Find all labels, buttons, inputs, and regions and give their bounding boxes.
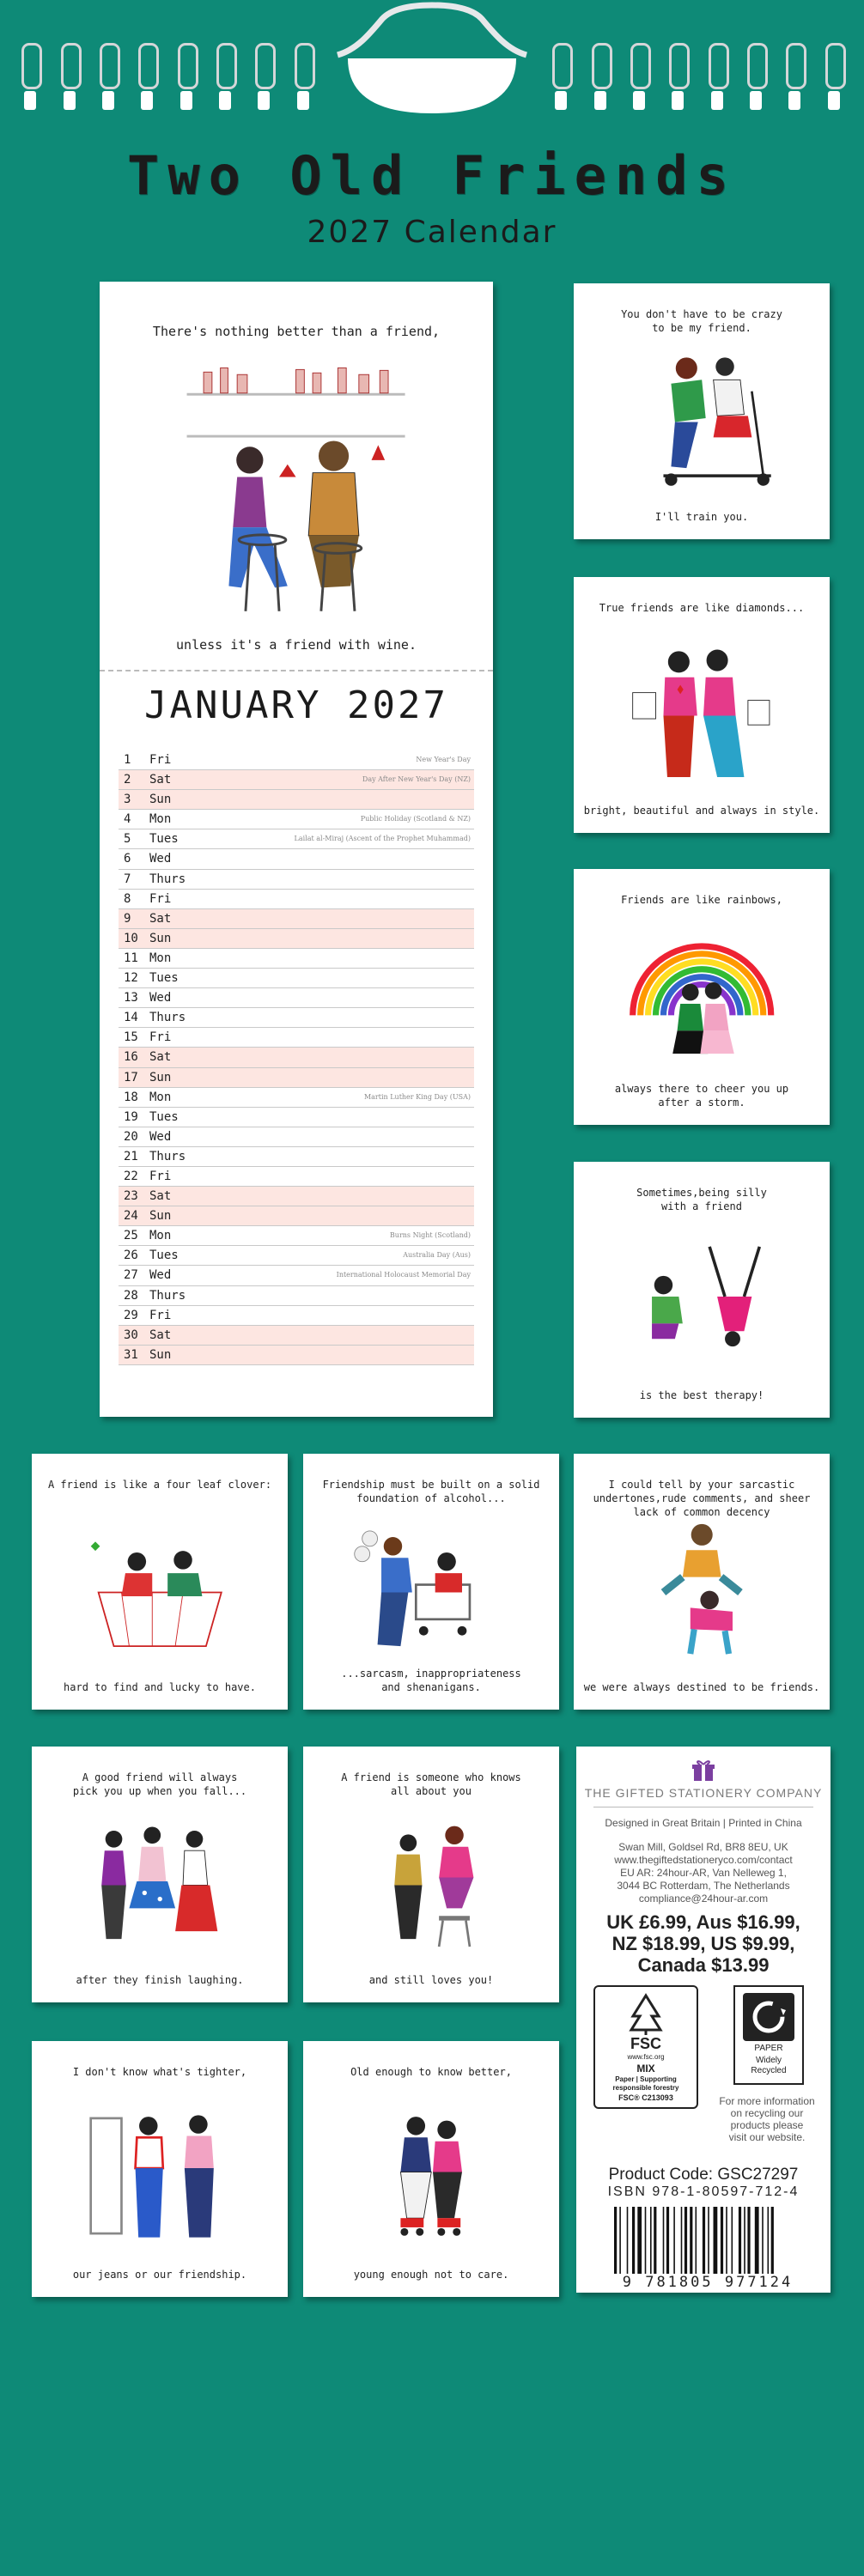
holiday-label: Australia Day (Aus)	[403, 1251, 471, 1260]
fsc-code: FSC® C213093	[618, 2093, 673, 2102]
month-thumbnail-card	[574, 283, 830, 539]
fsc-tree-icon	[624, 1992, 667, 2035]
day-weekday: Mon	[149, 1229, 172, 1243]
day-number: 15	[124, 1030, 138, 1045]
card-bottom-caption: I'll train you.	[654, 511, 749, 523]
day-row	[119, 1226, 474, 1246]
binding-ring	[216, 43, 235, 112]
card-top-caption: I could tell by your sarcastic undertones,rude comments, and sheer lack of common decency	[593, 1479, 811, 1518]
day-weekday: Thurs	[149, 1149, 186, 1163]
main-bottom-caption: unless it's a friend with wine.	[176, 637, 417, 653]
card-bottom-caption: bright, beautiful and always in style.	[583, 805, 820, 817]
day-number: 7	[124, 872, 131, 886]
address-block	[576, 1841, 831, 1905]
paper-recycle-badge	[733, 1985, 804, 2085]
address-line: www.thegiftedstationeryco.com/contact	[614, 1854, 793, 1866]
day-number: 16	[124, 1050, 138, 1065]
company-name: THE GIFTED STATIONERY COMPANY	[584, 1786, 823, 1800]
card-bottom-caption: we were always destined to be friends.	[583, 1681, 820, 1693]
holiday-label: Lailat al-Miraj (Ascent of the Prophet Muhammad)	[294, 835, 471, 843]
page-title: Two Old Friends	[127, 144, 737, 207]
day-number: 22	[124, 1169, 138, 1183]
day-row	[119, 1187, 474, 1206]
day-row	[119, 929, 474, 949]
card-bottom-caption: hard to find and lucky to have.	[64, 1681, 256, 1693]
day-weekday: Sat	[149, 773, 172, 787]
month-thumbnail-card	[303, 2041, 559, 2297]
day-row	[119, 1167, 474, 1187]
day-row	[119, 1206, 474, 1226]
main-top-caption: There's nothing better than a friend,	[152, 324, 441, 339]
day-row	[119, 790, 474, 810]
price-line: UK £6.99, Aus $16.99,	[606, 1911, 800, 1933]
month-heading: JANUARY 2027	[144, 683, 448, 727]
binding-ring	[100, 43, 119, 112]
isbn: ISBN 978-1-80597-712-4	[607, 2184, 800, 2199]
barcode-digits: 9 781805 977124	[622, 2274, 794, 2291]
card-bottom-caption: our jeans or our friendship.	[72, 2269, 247, 2281]
card-bottom-caption: always there to cheer you up after a storm.	[614, 1083, 789, 1109]
day-number: 23	[124, 1189, 138, 1204]
day-number: 29	[124, 1308, 138, 1322]
holiday-label: New Year's Day	[416, 756, 471, 763]
binding-ring	[669, 43, 688, 112]
day-weekday: Sun	[149, 1209, 172, 1224]
day-weekday: Sat	[149, 1050, 172, 1065]
day-row	[119, 1246, 474, 1266]
barcode	[612, 2207, 815, 2274]
shopping-illustration	[599, 639, 804, 785]
fsc-mix: MIX	[636, 2063, 655, 2075]
card-top-caption: True friends are like diamonds...	[599, 602, 805, 614]
day-row	[119, 1028, 474, 1048]
day-number: 1	[124, 753, 131, 767]
day-number: 17	[124, 1070, 138, 1084]
paper-label: PAPER	[754, 2044, 783, 2053]
holiday-label: International Holocaust Memorial Day	[336, 1271, 471, 1279]
day-row	[119, 1088, 474, 1108]
day-row	[119, 870, 474, 890]
binding-ring	[21, 43, 40, 112]
price-block	[576, 1911, 831, 1976]
month-thumbnail-card	[574, 869, 830, 1125]
picnic-illustration	[58, 1516, 262, 1662]
holiday-label: Martin Luther King Day (USA)	[363, 1092, 471, 1101]
day-weekday: Tues	[149, 1109, 179, 1124]
binding-ring	[786, 43, 805, 112]
day-weekday: Fri	[149, 1030, 172, 1045]
rainbow-illustration	[599, 931, 804, 1077]
card-top-caption: Sometimes,being silly with a friend	[636, 1187, 767, 1212]
month-thumbnail-card	[32, 1747, 288, 2002]
card-bottom-caption: and still loves you!	[368, 1974, 494, 1986]
binding-ring	[295, 43, 313, 112]
day-row	[119, 849, 474, 869]
day-row	[119, 1068, 474, 1088]
holiday-label: Public Holiday (Scotland & NZ)	[360, 815, 471, 823]
day-number: 18	[124, 1090, 138, 1104]
month-thumbnail-card	[574, 1162, 830, 1418]
designed-in: Designed in Great Britain | Printed in China	[605, 1817, 802, 1829]
wine-bar-illustration	[170, 361, 422, 627]
day-number: 25	[124, 1229, 138, 1243]
day-row	[119, 1286, 474, 1306]
chair-illustration	[329, 1808, 533, 1954]
binding-ring	[592, 43, 611, 112]
product-code: Product Code: GSC27297	[608, 2166, 799, 2184]
day-number: 30	[124, 1327, 138, 1342]
day-row	[119, 1326, 474, 1346]
day-weekday: Tues	[149, 971, 179, 986]
day-number: 26	[124, 1249, 138, 1263]
day-row	[119, 770, 474, 790]
month-thumbnail-card	[32, 1454, 288, 1710]
binding-ring	[825, 43, 844, 112]
price-line: Canada $13.99	[637, 1954, 770, 1976]
day-weekday: Sun	[149, 1070, 172, 1084]
day-number: 13	[124, 991, 138, 1005]
day-number: 31	[124, 1347, 138, 1362]
roller-skates-illustration	[329, 2103, 533, 2249]
trolley-illustration	[329, 1516, 533, 1662]
day-weekday: Mon	[149, 812, 172, 827]
holiday-label: Burns Night (Scotland)	[389, 1231, 471, 1240]
day-number: 27	[124, 1268, 138, 1283]
day-row	[119, 909, 474, 929]
dance-illustration	[58, 1808, 262, 1954]
day-number: 3	[124, 793, 131, 807]
address-line: 3044 BC Rotterdam, The Netherlands	[617, 1880, 790, 1892]
day-weekday: Fri	[149, 1169, 172, 1183]
binding-ring	[630, 43, 649, 112]
day-number: 9	[124, 911, 131, 926]
binding-ring	[178, 43, 197, 112]
day-row	[119, 829, 474, 849]
day-number: 5	[124, 832, 131, 847]
day-row	[119, 969, 474, 988]
binding-ring	[709, 43, 727, 112]
card-top-caption: A good friend will always pick you up when you fall...	[72, 1771, 247, 1797]
day-weekday: Thurs	[149, 1288, 186, 1303]
day-weekday: Mon	[149, 951, 172, 965]
day-weekday: Wed	[149, 852, 172, 866]
day-weekday: Fri	[149, 891, 172, 906]
day-number: 14	[124, 1011, 138, 1025]
price-line: NZ $18.99, US $9.99,	[611, 1933, 795, 1954]
card-top-caption: A friend is someone who knows all about you	[341, 1771, 521, 1797]
card-top-caption: I don't know what's tighter,	[72, 2066, 247, 2078]
recycle-icon	[743, 1993, 794, 2041]
day-weekday: Sat	[149, 1189, 172, 1204]
day-number: 6	[124, 852, 131, 866]
card-top-caption: A friend is like a four leaf clover:	[47, 1479, 272, 1491]
day-row	[119, 1048, 474, 1067]
day-weekday: Wed	[149, 1129, 172, 1144]
day-weekday: Thurs	[149, 1011, 186, 1025]
day-number: 21	[124, 1149, 138, 1163]
day-weekday: Sun	[149, 931, 172, 945]
card-top-caption: You don't have to be crazy to be my friend.	[621, 308, 782, 334]
day-row	[119, 1266, 474, 1285]
day-number: 12	[124, 971, 138, 986]
binding-ring	[138, 43, 157, 112]
day-weekday: Sat	[149, 911, 172, 926]
calendar-page	[100, 282, 493, 1417]
day-weekday: Sun	[149, 1347, 172, 1362]
day-row	[119, 1147, 474, 1167]
day-weekday: Sat	[149, 1327, 172, 1342]
address-line: compliance@24hour-ar.com	[638, 1893, 769, 1905]
month-thumbnail-card	[303, 1747, 559, 2002]
day-number: 28	[124, 1288, 138, 1303]
day-weekday: Wed	[149, 1268, 172, 1283]
day-weekday: Wed	[149, 991, 172, 1005]
day-row	[119, 1127, 474, 1147]
day-row	[119, 810, 474, 829]
month-thumbnail-card	[32, 2041, 288, 2297]
day-number: 10	[124, 931, 138, 945]
month-thumbnail-card	[574, 1454, 830, 1710]
day-row	[119, 750, 474, 770]
day-weekday: Tues	[149, 1249, 179, 1263]
address-line: EU AR: 24hour-AR, Van Nelleweg 1,	[620, 1867, 787, 1879]
day-row	[119, 1108, 474, 1127]
day-weekday: Fri	[149, 1308, 172, 1322]
card-bottom-caption: is the best therapy!	[639, 1389, 764, 1401]
address-line: Swan Mill, Goldsel Rd, BR8 8EU, UK	[618, 1841, 788, 1853]
day-list	[119, 750, 474, 1365]
binding-ring	[552, 43, 571, 112]
day-row	[119, 988, 474, 1008]
recycle-note: For more information on recycling our products please visit our website.	[719, 2095, 815, 2143]
day-number: 2	[124, 773, 131, 787]
gift-box-icon	[691, 1759, 715, 1783]
binding-ring	[255, 43, 274, 112]
day-number: 19	[124, 1109, 138, 1124]
day-row	[119, 890, 474, 909]
publisher-info-panel	[576, 1747, 831, 2293]
day-row	[119, 949, 474, 969]
day-weekday: Tues	[149, 832, 179, 847]
card-top-caption: Friendship must be built on a solid foundation of alcohol...	[322, 1479, 540, 1504]
card-top-caption: Friends are like rainbows,	[621, 894, 782, 906]
fsc-label: FSC	[630, 2035, 661, 2052]
holiday-label: Day After New Year's Day (NZ)	[362, 775, 471, 784]
page-subtitle: 2027 Calendar	[307, 215, 557, 250]
day-number: 11	[124, 951, 138, 965]
day-number: 8	[124, 891, 131, 906]
binding-ring	[747, 43, 766, 112]
day-row	[119, 1306, 474, 1326]
day-number: 4	[124, 812, 131, 827]
card-top-caption: Old enough to know better,	[350, 2066, 512, 2078]
card-bottom-caption: after they finish laughing.	[76, 1974, 244, 1986]
binding-ring	[61, 43, 80, 112]
fsc-site: www.fsc.org	[627, 2053, 665, 2061]
day-number: 24	[124, 1209, 138, 1224]
day-weekday: Mon	[149, 1090, 172, 1104]
fsc-paper: Paper | Supporting responsible forestry	[612, 2075, 679, 2092]
month-thumbnail-card	[303, 1454, 559, 1710]
paper-sub: Widely Recycled	[751, 2056, 787, 2075]
day-row	[119, 1008, 474, 1028]
cartwheel-illustration	[599, 1224, 804, 1370]
day-row	[119, 1346, 474, 1365]
fsc-badge	[593, 1985, 698, 2109]
day-weekday: Fri	[149, 753, 172, 767]
card-bottom-caption: young enough not to care.	[353, 2269, 509, 2281]
day-weekday: Sun	[149, 793, 172, 807]
day-weekday: Thurs	[149, 872, 186, 886]
card-bottom-caption: ...sarcasm, inappropriateness and shenanigans.	[341, 1668, 521, 1693]
perforation-line	[100, 670, 493, 671]
day-number: 20	[124, 1129, 138, 1144]
spiral-binding	[0, 43, 864, 113]
scooter-illustration	[599, 345, 804, 491]
jeans-illustration	[58, 2103, 262, 2249]
leapfrog-illustration	[599, 1516, 804, 1662]
month-thumbnail-card	[574, 577, 830, 833]
